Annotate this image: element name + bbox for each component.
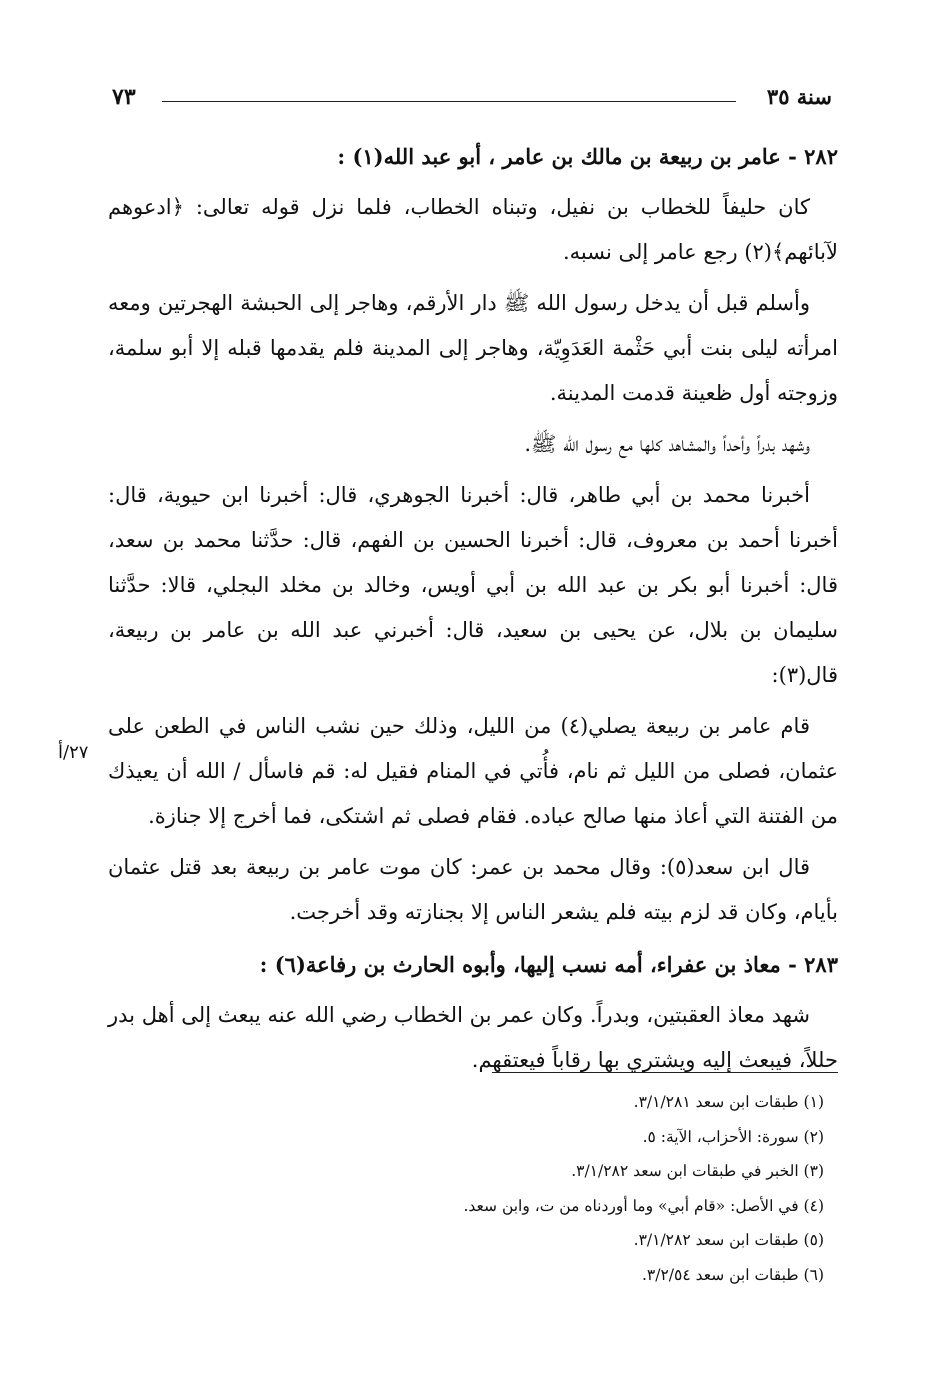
entry-heading-283: ٢٨٣ - معاذ بن عفراء، أمه نسب إليها، وأبوه الحارث بن رفاعة(٦) : [259,952,838,977]
paragraph-isnad: أخبرنا محمد بن أبي طاهر، قال: أخبرنا الجوهري، قال: أخبرنا ابن حيوية، قال: أخبرنا أحمد بن معروف، قال: أخبرنا الحسين بن الفهم، قال: حدَّثنا محمد بن سعد، قال: أخبرنا أبو بكر بن عبد الله بن أبي أويس، وخالد بن مخلد البجلي، قالا: حدَّثنا سليمان بن بلال، عن يحيى بن سعيد، قال: أخبرني عبد الله بن عامر بن ربيعة، قال(٣): [108,483,838,687]
footnotes [108,1072,838,1292]
paragraph: كان حليفاً للخطاب بن نفيل، وتبناه الخطاب، فلما نزل قوله تعالى: ﴿ادعوهم لآبائهم﴾(٢) رجع عامر إلى نسبه. [108,195,838,264]
paragraph: قال ابن سعد(٥): وقال محمد بن عمر: كان موت عامر بن ربيعة بعد قتل عثمان بأيام، وكان قد لزم بيته فلم يشعر الناس إلا بجنازته وقد أخرجت. [108,855,838,924]
manuscript-folio-mark: ٢٧/أ [58,742,89,763]
paragraph: وأسلم قبل أن يدخل رسول الله ﷺ دار الأرقم، وهاجر إلى الحبشة الهجرتين ومعه امرأته ليلى بنت أبي حَثْمة العَدَوِيّة، وهاجر إلى المدينة فلم يقدمها قبله إلا أبو سلمة، وزوجته أول ظعينة قدمت المدينة. [108,291,838,405]
footnote-item: (١) طبقات ابن سعد ٣/١/٢٨١. [633,1093,824,1111]
entry-heading-282: ٢٨٢ - عامر بن ربيعة بن مالك بن عامر ، أبو عبد الله(١) : [337,144,838,169]
footnote-item: (٤) في الأصل: «قام أبي» وما أوردناه من ت، وابن سعد. [463,1196,824,1215]
main-text [108,133,838,1089]
running-head [112,80,832,114]
footnote-item: (٣) الخبر في طبقات ابن سعد ٣/١/٢٨٢. [571,1162,824,1180]
footnote-item: (٢) سورة: الأحزاب، الآية: ٥. [642,1127,824,1146]
page-number: ٧٣ [112,84,136,110]
footnote-rule [492,1072,838,1073]
year-label: سنة ٣٥ [766,84,832,109]
header-rule [162,101,736,102]
paragraph: وشهد بدراً وأحداً والمشاهد كلها مع رسول الله ﷺ. [524,432,810,456]
footnote-item: (٦) طبقات ابن سعد ٣/٢/٥٤. [641,1265,824,1284]
footnote-item: (٥) طبقات ابن سعد ٣/١/٢٨٢. [633,1231,824,1249]
paragraph: قام عامر بن ربيعة يصلي(٤) من الليل، وذلك حين نشب الناس في الطعن على عثمان، فصلى من الليل ثم نام، فأُتي في المنام فقيل له: قم فاسأل / الله أن يعيذك من الفتنة التي أعاذ منها صالح عباده. فقام فصلى ثم اشتكى، فما أخرج إلا جنازة. [108,714,838,828]
paragraph: شهد معاذ العقبتين، وبدراً. وكان عمر بن الخطاب رضي الله عنه يبعث إلى أهل بدر حللاً، فيبعث إليه ويشتري بها رقاباً فيعتقهم. [108,1003,838,1072]
